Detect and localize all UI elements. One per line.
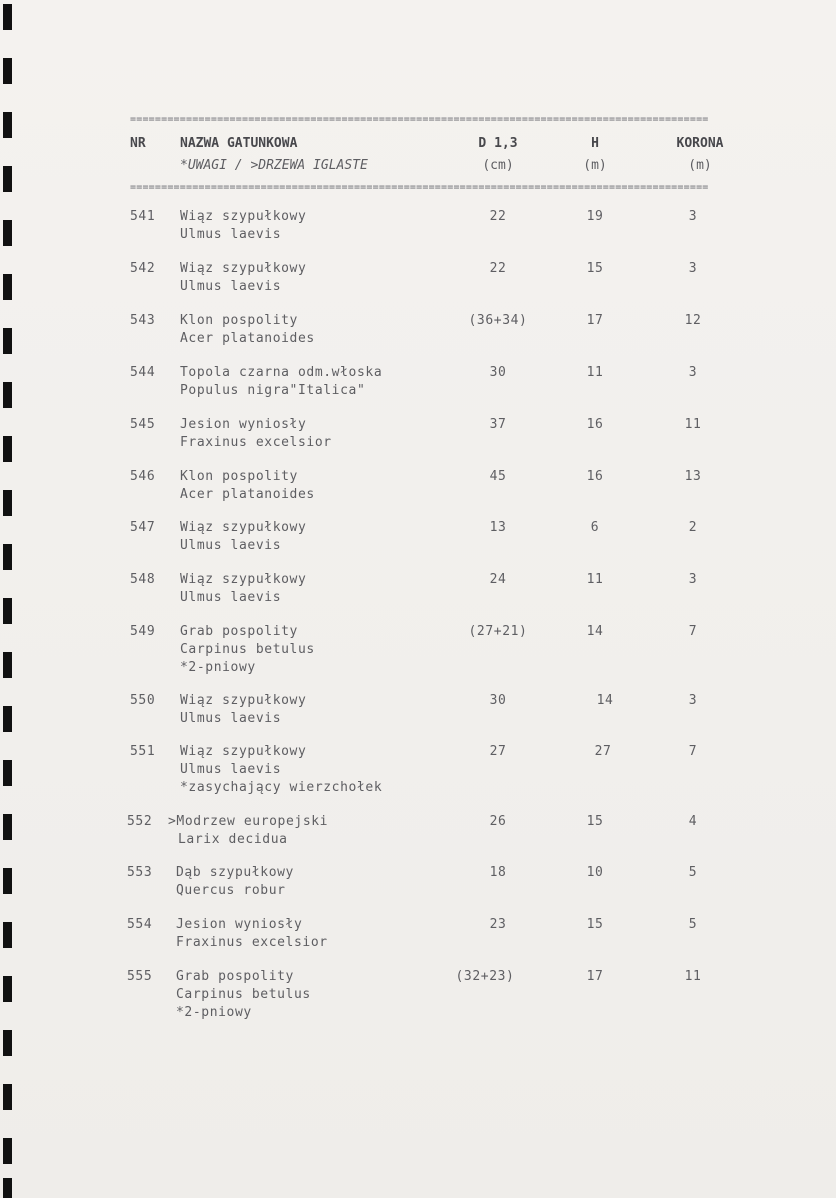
row-diameter: 30 bbox=[489, 365, 507, 380]
binding-hole bbox=[3, 112, 12, 138]
binding-hole bbox=[3, 760, 12, 786]
row-height: 11 bbox=[586, 365, 604, 380]
row-diameter: 27 bbox=[489, 744, 507, 759]
binding-hole bbox=[3, 436, 12, 462]
row-name: Jesion wyniosły bbox=[176, 917, 303, 932]
row-crown: 11 bbox=[684, 969, 702, 984]
row-name: Wiąz szypułkowy bbox=[180, 209, 307, 224]
binding-hole bbox=[3, 652, 12, 678]
row-latin: Populus nigra"Italica" bbox=[180, 383, 366, 398]
row-crown: 7 bbox=[688, 744, 698, 759]
row-latin: Fraxinus excelsior bbox=[176, 935, 328, 950]
row-latin: Ulmus laevis bbox=[180, 279, 282, 294]
row-name: Wiąz szypułkowy bbox=[180, 572, 307, 587]
header-nr: NR bbox=[130, 136, 146, 151]
row-name: Wiąz szypułkowy bbox=[180, 520, 307, 535]
row-height: 16 bbox=[586, 417, 604, 432]
row-nr: 544 bbox=[130, 365, 156, 380]
row-latin: Acer platanoides bbox=[180, 331, 315, 346]
row-crown: 3 bbox=[688, 261, 698, 276]
binding-holes bbox=[3, 0, 17, 1198]
row-diameter: 30 bbox=[489, 693, 507, 708]
row-latin: Quercus robur bbox=[176, 883, 286, 898]
row-crown: 3 bbox=[688, 572, 698, 587]
row-diameter: 24 bbox=[489, 572, 507, 587]
header-d: D 1,3 bbox=[478, 136, 518, 151]
row-height: 27 bbox=[594, 744, 612, 759]
row-latin: Ulmus laevis bbox=[180, 590, 282, 605]
row-nr: 555 bbox=[127, 969, 153, 984]
row-crown: 7 bbox=[688, 624, 698, 639]
row-diameter: 26 bbox=[489, 814, 507, 829]
row-nr: 550 bbox=[130, 693, 156, 708]
row-height: 10 bbox=[586, 865, 604, 880]
binding-hole bbox=[3, 1138, 12, 1164]
binding-hole bbox=[3, 1178, 12, 1198]
row-diameter: 22 bbox=[489, 261, 507, 276]
binding-hole bbox=[3, 976, 12, 1002]
row-diameter: (36+34) bbox=[468, 313, 528, 328]
row-height: 14 bbox=[596, 693, 614, 708]
row-height: 17 bbox=[586, 313, 604, 328]
row-name: Topola czarna odm.włoska bbox=[180, 365, 383, 380]
row-diameter: (32+23) bbox=[455, 969, 515, 984]
row-diameter: 45 bbox=[489, 469, 507, 484]
binding-hole bbox=[3, 220, 12, 246]
row-height: 15 bbox=[586, 917, 604, 932]
row-latin: Carpinus betulus bbox=[176, 987, 311, 1002]
row-height: 14 bbox=[586, 624, 604, 639]
row-height: 17 bbox=[586, 969, 604, 984]
row-latin: Ulmus laevis bbox=[180, 762, 282, 777]
row-diameter: 23 bbox=[489, 917, 507, 932]
row-latin: Fraxinus excelsior bbox=[180, 435, 332, 450]
header-d-unit: (cm) bbox=[482, 158, 514, 173]
binding-hole bbox=[3, 274, 12, 300]
row-diameter: (27+21) bbox=[468, 624, 528, 639]
header-h-unit: (m) bbox=[583, 158, 607, 173]
row-crown: 3 bbox=[688, 209, 698, 224]
row-height: 19 bbox=[586, 209, 604, 224]
row-name: Klon pospolity bbox=[180, 313, 298, 328]
binding-hole bbox=[3, 922, 12, 948]
row-name: Grab pospolity bbox=[176, 969, 294, 984]
row-note: *2-pniowy bbox=[176, 1005, 252, 1020]
binding-hole bbox=[3, 868, 12, 894]
row-crown: 11 bbox=[684, 417, 702, 432]
row-nr: 541 bbox=[130, 209, 156, 224]
binding-hole bbox=[3, 382, 12, 408]
row-height: 11 bbox=[586, 572, 604, 587]
row-nr: 552 bbox=[127, 814, 153, 829]
binding-hole bbox=[3, 814, 12, 840]
header-h: H bbox=[591, 136, 599, 151]
row-nr: 545 bbox=[130, 417, 156, 432]
binding-hole bbox=[3, 328, 12, 354]
row-name: Jesion wyniosły bbox=[180, 417, 307, 432]
row-nr: 547 bbox=[130, 520, 156, 535]
separator-top: ============================================================================================= bbox=[130, 115, 709, 125]
row-note: *zasychający wierzchołek bbox=[180, 780, 383, 795]
row-name: Wiąz szypułkowy bbox=[180, 261, 307, 276]
row-crown: 3 bbox=[688, 365, 698, 380]
binding-hole bbox=[3, 166, 12, 192]
row-nr: 554 bbox=[127, 917, 153, 932]
row-latin: Acer platanoides bbox=[180, 487, 315, 502]
binding-hole bbox=[3, 706, 12, 732]
row-latin: Ulmus laevis bbox=[180, 711, 282, 726]
row-nr: 549 bbox=[130, 624, 156, 639]
row-nr: 551 bbox=[130, 744, 156, 759]
row-crown: 3 bbox=[688, 693, 698, 708]
row-height: 15 bbox=[586, 261, 604, 276]
row-diameter: 18 bbox=[489, 865, 507, 880]
row-crown: 5 bbox=[688, 917, 698, 932]
row-note: *2-pniowy bbox=[180, 660, 256, 675]
row-crown: 2 bbox=[688, 520, 698, 535]
row-name: Wiąz szypułkowy bbox=[180, 744, 307, 759]
header-korona: KORONA bbox=[676, 136, 724, 151]
row-crown: 12 bbox=[684, 313, 702, 328]
row-diameter: 13 bbox=[489, 520, 507, 535]
row-crown: 4 bbox=[688, 814, 698, 829]
row-name: >Modrzew europejski bbox=[168, 814, 329, 829]
row-name: Klon pospolity bbox=[180, 469, 298, 484]
row-nr: 553 bbox=[127, 865, 153, 880]
row-nr: 548 bbox=[130, 572, 156, 587]
header-name: NAZWA GATUNKOWA bbox=[180, 136, 298, 151]
row-nr: 542 bbox=[130, 261, 156, 276]
binding-hole bbox=[3, 1030, 12, 1056]
row-diameter: 37 bbox=[489, 417, 507, 432]
header-korona-unit: (m) bbox=[688, 158, 712, 173]
binding-hole bbox=[3, 598, 12, 624]
row-name: Grab pospolity bbox=[180, 624, 298, 639]
row-name: Wiąz szypułkowy bbox=[180, 693, 307, 708]
binding-hole bbox=[3, 1084, 12, 1110]
binding-hole bbox=[3, 58, 12, 84]
row-nr: 546 bbox=[130, 469, 156, 484]
row-crown: 13 bbox=[684, 469, 702, 484]
binding-hole bbox=[3, 4, 12, 30]
row-latin: Carpinus betulus bbox=[180, 642, 315, 657]
row-height: 15 bbox=[586, 814, 604, 829]
row-name: Dąb szypułkowy bbox=[176, 865, 294, 880]
row-height: 6 bbox=[590, 520, 600, 535]
row-crown: 5 bbox=[688, 865, 698, 880]
header-subname: *UWAGI / >DRZEWA IGLASTE bbox=[180, 158, 368, 173]
separator-header: ============================================================================================= bbox=[130, 183, 709, 193]
row-nr: 543 bbox=[130, 313, 156, 328]
row-diameter: 22 bbox=[489, 209, 507, 224]
row-latin: Ulmus laevis bbox=[180, 227, 282, 242]
row-height: 16 bbox=[586, 469, 604, 484]
binding-hole bbox=[3, 544, 12, 570]
binding-hole bbox=[3, 490, 12, 516]
row-latin: Ulmus laevis bbox=[180, 538, 282, 553]
row-latin: Larix decidua bbox=[178, 832, 288, 847]
